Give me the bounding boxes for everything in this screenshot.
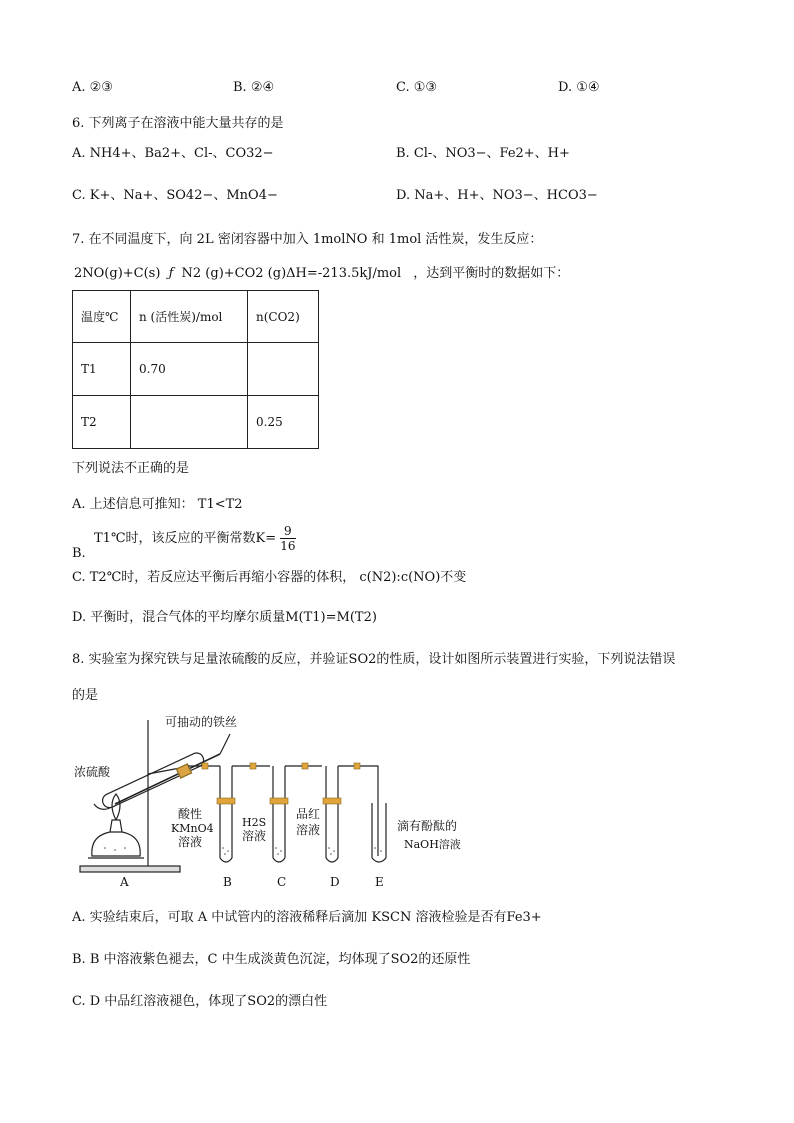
label-d-line2: 溶液 — [296, 823, 321, 837]
q8-option-c: C. D 中品红溶液褪色，体现了SO2的漂白性 — [72, 994, 328, 1009]
table-cell: 0.25 — [248, 396, 319, 449]
label-e-line2: NaOH溶液 — [404, 838, 461, 851]
apparatus-diagram — [70, 708, 490, 893]
equation-products: N2 (g)+CO2 (g)ΔH=-213.5kJ/mol — [181, 266, 402, 281]
q5-option-b: B. ②④ — [233, 80, 275, 95]
equation-reactants: 2NO(g)+C(s) — [74, 266, 161, 281]
label-b-line1: 酸性 — [178, 807, 203, 821]
label-b-line2: KMnO4 — [171, 822, 214, 835]
fraction — [280, 524, 295, 553]
table-header-co2: n(CO2) — [248, 291, 319, 343]
table-header-carbon: n (活性炭)/mol — [131, 291, 248, 343]
q6-option-b: B. Cl-、NO3−、Fe2+、H+ — [396, 146, 570, 161]
table-cell: T1 — [73, 343, 131, 396]
q5-option-d: D. ①④ — [558, 80, 600, 95]
label-letter-d: D — [330, 875, 340, 889]
q5-option-c: C. ①③ — [396, 80, 438, 95]
q7-equation — [74, 262, 569, 281]
q8-option-b: B. B 中溶液紫色褪去，C 中生成淡黄色沉淀，均体现了SO2的还原性 — [72, 952, 471, 967]
q8-stem-line2: 的是 — [72, 688, 99, 703]
q6-option-a: A. NH4+、Ba2+、Cl-、CO32− — [72, 146, 274, 161]
q7-option-b-label: B. — [72, 546, 86, 561]
q8-option-a: A. 实验结束后，可取 A 中试管内的溶液稀释后滴加 KSCN 溶液检验是否有Fe3+ — [72, 910, 542, 925]
q7-option-b-text: T1℃时，该反应的平衡常数K= — [94, 531, 277, 546]
q7-option-c: C. T2℃时，若反应达平衡后再缩小容器的体积， c(N2):c(NO)不变 — [72, 570, 467, 585]
q6-option-d: D. Na+、H+、NO3−、HCO3− — [396, 188, 598, 203]
fraction-numerator: 9 — [280, 524, 295, 539]
label-c-line1: H2S — [242, 816, 267, 829]
q7-option-d: D. 平衡时，混合气体的平均摩尔质量M(T1)=M(T2) — [72, 610, 377, 625]
q8-stem-line1: 8. 实验室为探究铁与足量浓硫酸的反应，并验证SO2的性质，设计如图所示装置进行实验，下列说法错误 — [72, 652, 676, 667]
label-b-line3: 溶液 — [178, 835, 203, 849]
label-letter-e: E — [375, 875, 384, 889]
fraction-denominator: 16 — [280, 539, 296, 553]
q7-question: 下列说法不正确的是 — [72, 461, 190, 476]
label-c-line2: 溶液 — [242, 829, 267, 843]
table-cell — [131, 396, 248, 449]
table-header-temp: 温度℃ — [73, 291, 131, 343]
q7-option-a: A. 上述信息可推知： T1<T2 — [72, 497, 243, 512]
table-cell: T2 — [73, 396, 131, 449]
q7-data-table — [72, 290, 319, 449]
q6-option-c: C. K+、Na+、SO42−、MnO4− — [72, 188, 278, 203]
equation-tail: ，达到平衡时的数据如下： — [413, 266, 570, 281]
q7-option-b — [94, 524, 296, 553]
q7-stem: 7. 在不同温度下，向 2L 密闭容器中加入 1molNO 和 1mol 活性炭，发生反应： — [72, 232, 543, 247]
equilibrium-arrow: ƒ — [168, 266, 174, 281]
label-letter-a: A — [120, 875, 129, 889]
table-cell — [248, 343, 319, 396]
table-cell: 0.70 — [131, 343, 248, 396]
q5-option-a: A. ②③ — [72, 80, 113, 95]
label-e-line1: 滴有酚酞的 — [397, 819, 458, 833]
label-d-line1: 品红 — [296, 807, 321, 821]
label-iron-wire: 可抽动的铁丝 — [165, 715, 238, 729]
q6-stem: 6. 下列离子在溶液中能大量共存的是 — [72, 116, 284, 131]
label-letter-c: C — [277, 875, 287, 889]
label-conc-acid: 浓硫酸 — [74, 765, 111, 779]
label-letter-b: B — [223, 875, 232, 889]
